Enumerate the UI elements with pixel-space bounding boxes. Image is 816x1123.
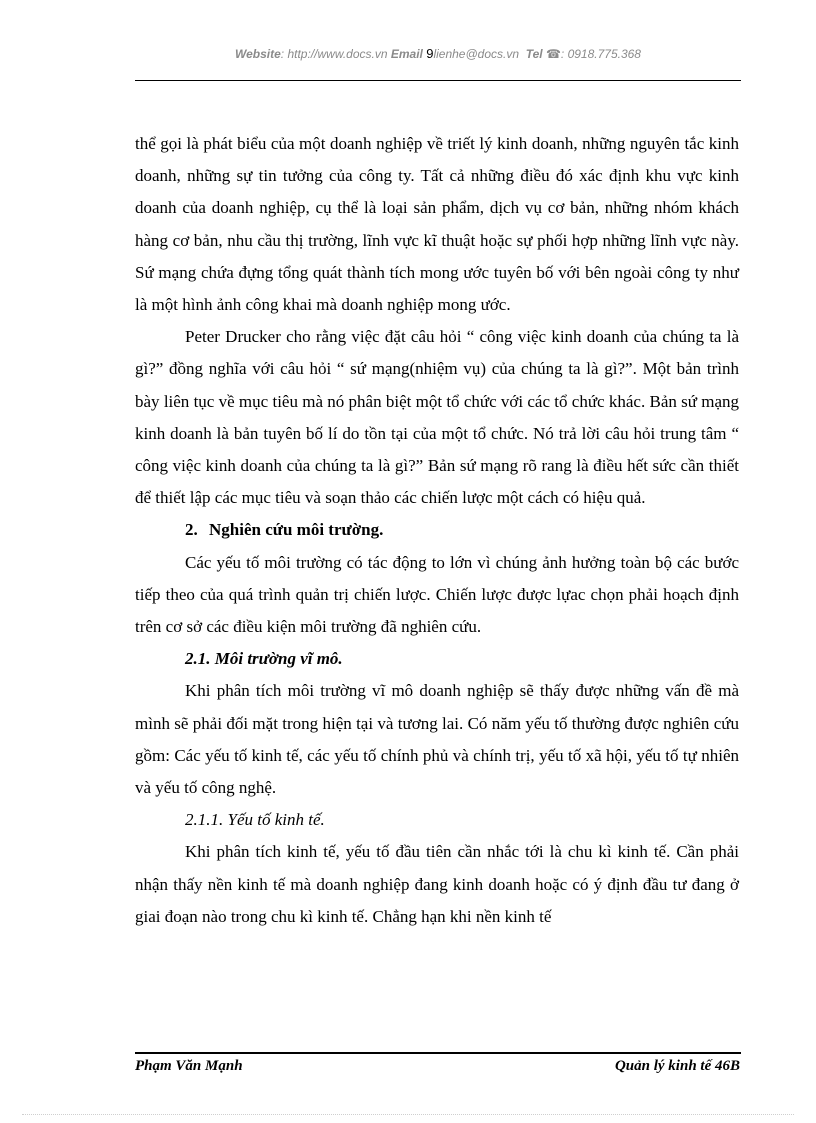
page-header	[135, 46, 741, 61]
footer-author: Phạm Văn Mạnh	[135, 1058, 243, 1074]
footer-class: Quản lý kinh tế 46B	[614, 1058, 740, 1074]
paragraph-environment-factors: Các yếu tố môi trường có tác động to lớn vì chúng ảnh hưởng toàn bộ các bước tiếp theo của quá trình quản trị chiến lược. Chiến lược được lựac chọn phải hoạch định trên cơ sở các điều kiện môi trường đã nghiên cứu.	[135, 552, 739, 637]
header-divider	[135, 80, 741, 81]
email-address: lienhe@docs.vn	[433, 47, 520, 61]
paragraph-economic-factor: Khi phân tích kinh tế, yếu tố đầu tiên cần nhắc tới là chu kì kinh tế. Cần phải nhận thấy nền kinh tế mà doanh nghiệp đang kinh doanh hoặc có ý định đầu tư đang ở giai đoạn nào trong chu kì kinh tế. Chẳng hạn khi nền kinh tế	[135, 842, 739, 926]
document-body	[135, 128, 739, 933]
subsection-heading-2-1: 2.1. Môi trường vĩ mô.	[185, 649, 343, 669]
tel-label: Tel	[525, 47, 543, 61]
paragraph-mission-definition: thể gọi là phát biểu của một doanh nghiệp về triết lý kinh doanh, những nguyên tắc kinh doanh, những sự tin tưởng của công ty. Tất cả những điều đó xác định khu vực kinh doanh của doanh nghiệp, cụ thể là loại sản phẩm, dịch vụ cơ bản, những nhóm khách hàng cơ bản, nhu cầu thị trường, lĩnh vực kĩ thuật hoặc sự phối hợp những lĩnh vực này. Sứ mạng chứa đựng tổng quát thành tích mong ước tuyên bố với bên ngoài công ty như là một hình ảnh công khai mà doanh nghiệp mong ước.	[135, 134, 739, 315]
section-heading-2	[135, 514, 739, 546]
footer-divider	[135, 1052, 741, 1054]
website-url: : http://www.docs.vn	[280, 47, 388, 61]
subsubsection-heading-2-1-1: 2.1.1. Yếu tố kinh tế.	[185, 810, 325, 830]
section-title: Nghiên cứu môi trường.	[209, 520, 384, 540]
paragraph-peter-drucker: Peter Drucker cho rằng việc đặt câu hỏi “ công việc kinh doanh của chúng ta là gì?” đồng nghĩa với câu hỏi “ sứ mạng(nhiệm vụ) của chúng ta là gì?”. Một bản trình bày liên tục về mục tiêu mà nó phân biệt một tổ chức với các tổ chức khác. Bản sứ mạng kinh doanh là bản tuyên bố lí do tồn tại của một tổ chức. Nó trả lời câu hỏi trung tâm “ công việc kinh doanh của chúng ta là gì?” Bản sứ mạng rõ rang là điều hết sức cần thiết để thiết lập các mục tiêu và soạn thảo các chiến lược một cách có hiệu quả.	[135, 327, 739, 508]
email-label: Email	[390, 47, 423, 61]
paragraph-macro-environment: Khi phân tích môi trường vĩ mô doanh nghiệp sẽ thấy được những vấn đề mà mình sẽ phải đối mặt trong hiện tại và tương lai. Có năm yếu tố thường được nghiên cứu gồm: Các yếu tố kinh tế, các yếu tố chính phủ và chính trị, yếu tố xã hội, yếu tố tự nhiên và yếu tố công nghệ.	[135, 681, 739, 798]
section-number: 2.	[185, 520, 198, 540]
page-bottom-border	[22, 1114, 794, 1115]
email-icon: 9	[426, 46, 434, 61]
website-label: Website	[235, 47, 281, 61]
tel-number: : 0918.775.368	[560, 47, 641, 61]
phone-icon: ☎	[545, 47, 561, 61]
